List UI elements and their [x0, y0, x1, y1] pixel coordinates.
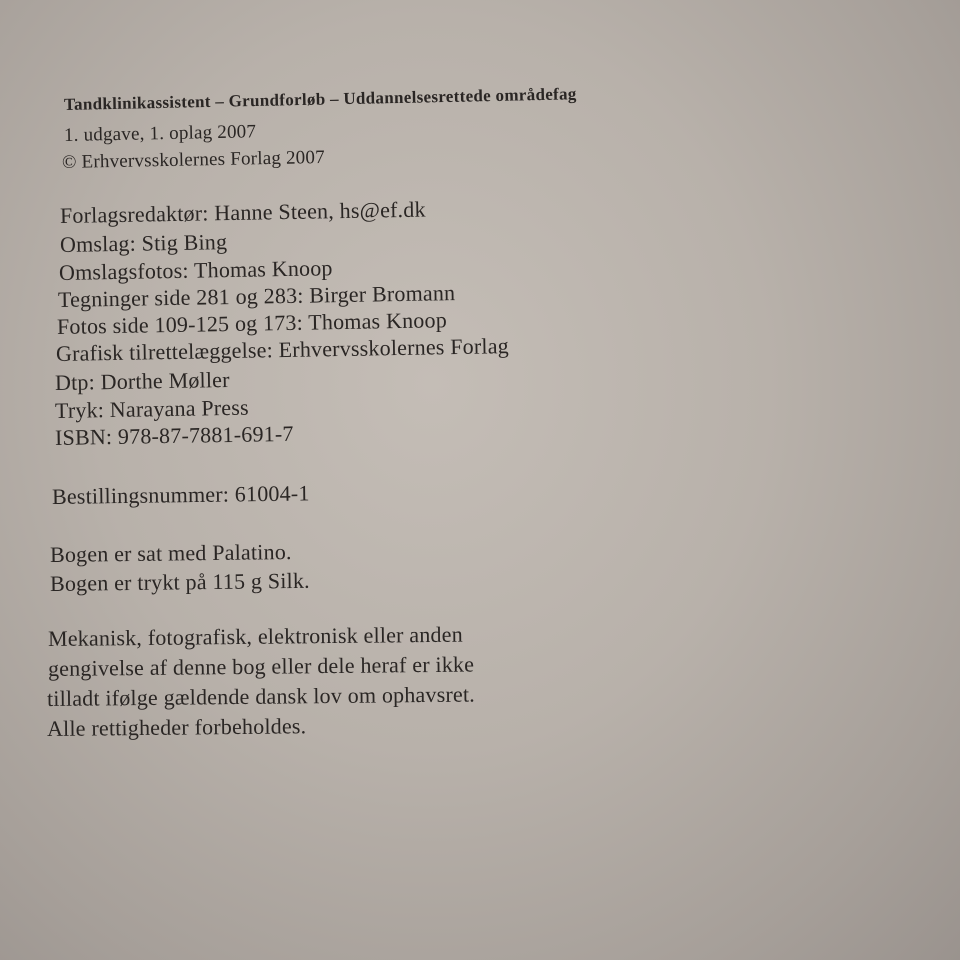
paper-note: Bogen er trykt på 115 g Silk. [49, 567, 310, 596]
credit-editor: Forlagsredaktør: Hanne Steen, hs@ef.dk [59, 196, 426, 228]
typeface-note: Bogen er sat med Palatino. [49, 539, 292, 567]
rights-line-1: Mekanisk, fotografisk, elektronisk eller anden [47, 621, 463, 651]
credit-dtp: Dtp: Dorthe Møller [54, 366, 230, 395]
isbn: ISBN: 978-87-7881-691-7 [54, 420, 294, 450]
rights-line-3: tilladt ifølge gældende dansk lov om ophavsret. [46, 681, 476, 711]
credit-print: Tryk: Narayana Press [54, 394, 250, 423]
rights-line-2: gengivelse af denne bog eller dele heraf er ikke [47, 651, 475, 681]
title-line: Tandklinikassistent – Grundforløb – Uddannelsesrettede områdefag [63, 84, 577, 114]
credit-layout: Grafisk tilrettelæggelse: Erhvervsskolernes Forlag [55, 333, 510, 366]
credit-photos: Fotos side 109-125 og 173: Thomas Knoop [56, 307, 448, 339]
order-number: Bestillingsnummer: 61004-1 [51, 480, 310, 509]
credit-cover: Omslag: Stig Bing [59, 229, 228, 257]
copyright-line: © Erhvervsskolernes Forlag 2007 [61, 146, 325, 173]
rights-line-4: Alle rettigheder forbeholdes. [46, 713, 307, 741]
credit-drawings: Tegninger side 281 og 283: Birger Bromann [57, 280, 456, 312]
edition-line: 1. udgave, 1. oplag 2007 [63, 121, 257, 146]
credit-cover-photos: Omslagsfotos: Thomas Knoop [58, 255, 333, 285]
